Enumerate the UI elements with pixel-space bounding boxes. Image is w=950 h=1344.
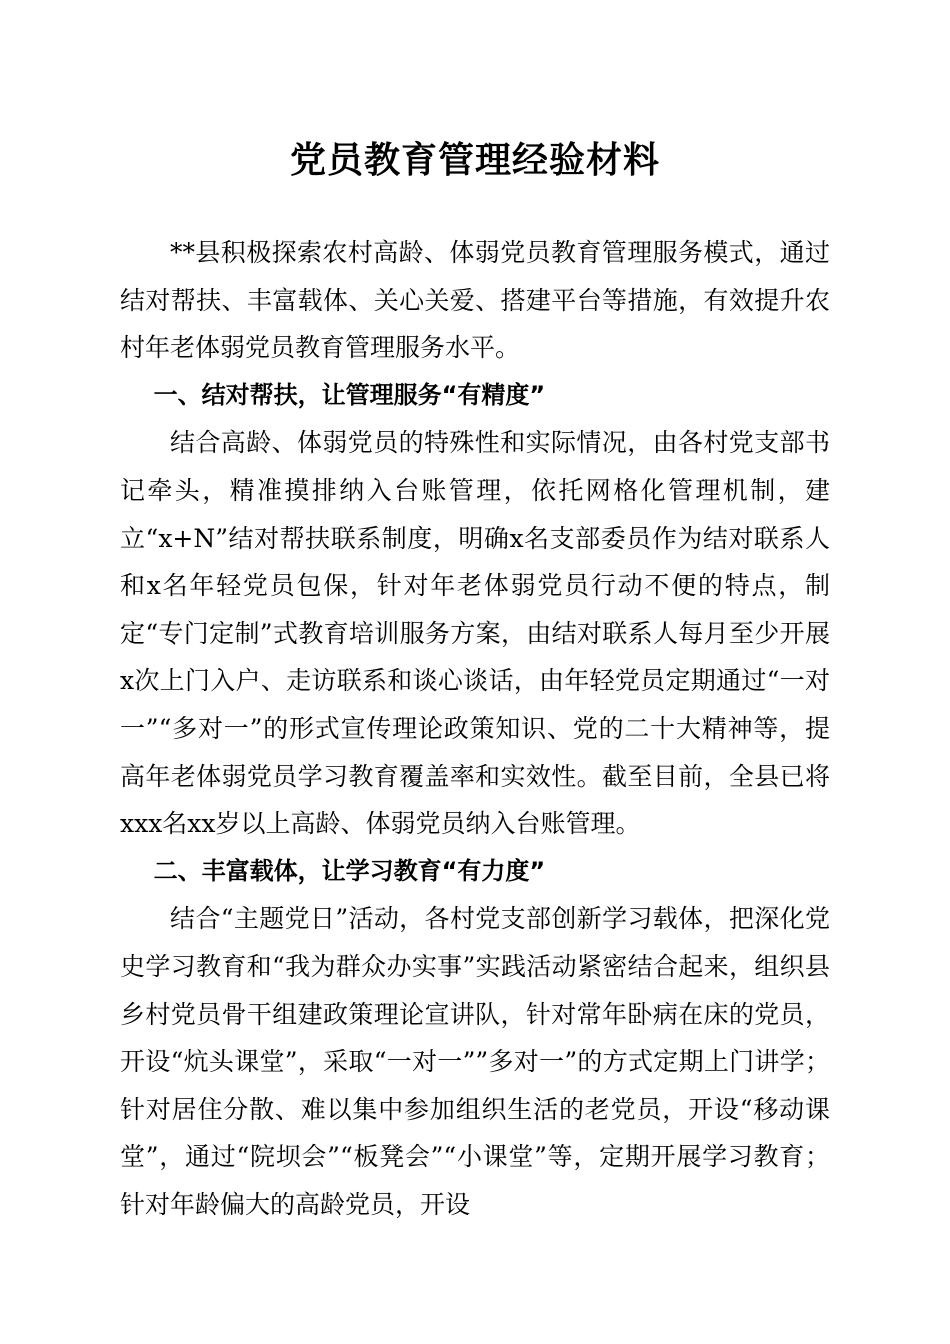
- section-heading: 二、丰富载体，让学习教育“有力度”: [153, 856, 546, 885]
- section-paragraph: 结合高龄、体弱党员的特殊性和实际情况，由各村党支部书记牵头，精准摸排纳入台账管理，依托网格化管理机制，建立“x+N”结对帮扶联系制度，明确x名支部委员作为结对联系人和x名年轻党员包保，针对年老体弱党员行动不便的特点，制定“专门定制”式教育培训服务方案，由结对联系人每月至少开展x次上门入户、走访联系和谈心谈话，由年轻党员定期通过“一对一”“多对一”的形式宣传理论政策知识、党的二十大精神等，提高年老体弱党员学习教育覆盖率和实效性。截至目前，全县已将xxx名xx岁以上高龄、体弱党员纳入台账管理。: [120, 428, 830, 839]
- document-body: [120, 229, 830, 1228]
- section-heading: 一、结对帮扶，让管理服务“有精度”: [153, 380, 546, 409]
- intro-paragraph: **县积极探索农村高龄、体弱党员教育管理服务模式，通过结对帮扶、丰富载体、关心关爱、搭建平台等措施，有效提升农村年老体弱党员教育管理服务水平。: [120, 238, 830, 363]
- document-title: 党员教育管理经验材料: [289, 139, 660, 181]
- section-paragraph: 结合“主题党日”活动，各村党支部创新学习载体，把深化党史学习教育和“我为群众办实事”实践活动紧密结合起来，组织县乡村党员骨干组建政策理论宣讲队，针对常年卧病在床的党员，开设“炕头课堂”，采取“一对一””多对一”的方式定期上门讲学；针对居住分散、难以集中参加组织生活的老党员，开设“移动课堂”，通过“院坝会”“板凳会”“小课堂”等，定期开展学习教育；针对年龄偏大的高龄党员，开设: [120, 904, 830, 1219]
